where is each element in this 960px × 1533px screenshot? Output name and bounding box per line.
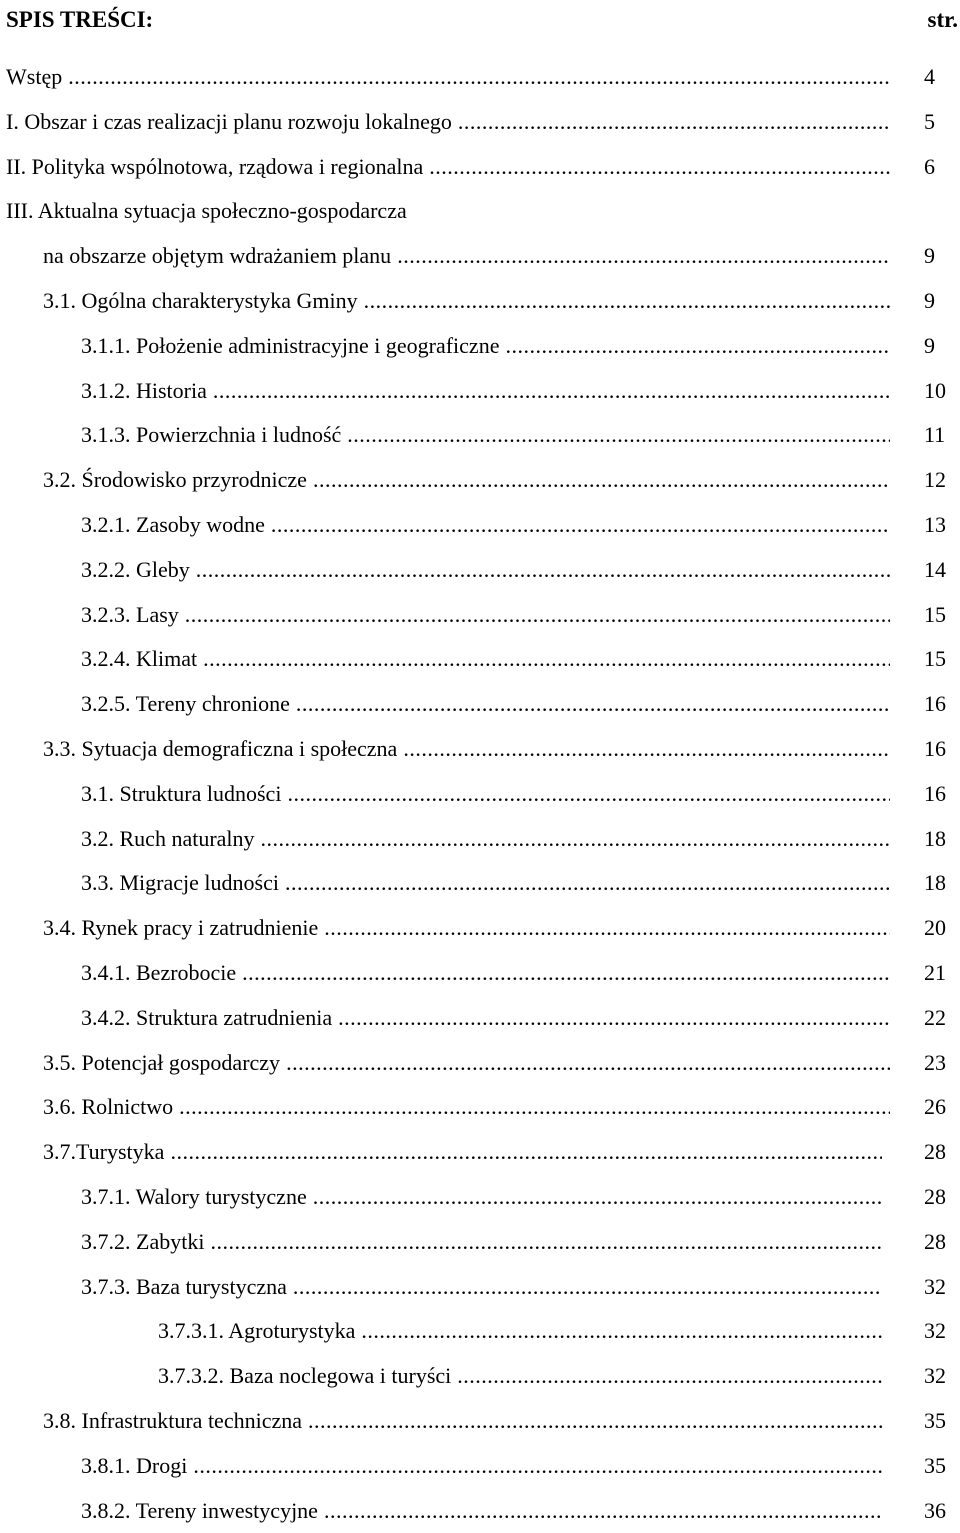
toc-entry-label: 3.5. Potencjał gospodarczy bbox=[43, 1041, 286, 1086]
toc-entry[interactable] bbox=[0, 145, 960, 190]
dot-leader bbox=[505, 324, 890, 369]
toc-entry-leader bbox=[81, 996, 890, 1041]
toc-entry-page-number: 35 bbox=[924, 1399, 960, 1444]
toc-entry[interactable] bbox=[0, 1265, 960, 1310]
toc-entry-leader bbox=[43, 727, 890, 772]
toc-entry-page-number: 28 bbox=[924, 1130, 960, 1175]
toc-entry-page-number: 11 bbox=[924, 413, 960, 458]
toc-entry-label: 3.6. Rolnictwo bbox=[43, 1085, 179, 1130]
toc-entry-page-number: 22 bbox=[924, 996, 960, 1041]
toc-entry[interactable] bbox=[0, 1444, 960, 1489]
toc-entry-page-number: 10 bbox=[924, 369, 960, 414]
dot-leader bbox=[286, 1041, 890, 1086]
toc-entry-page-number: 16 bbox=[924, 772, 960, 817]
toc-entry[interactable] bbox=[0, 637, 960, 682]
toc-entry-leader bbox=[81, 1489, 882, 1533]
toc-entry-page-number: 23 bbox=[924, 1041, 960, 1086]
toc-entry-page-number: 12 bbox=[924, 458, 960, 503]
toc-entry-label: 3.2.3. Lasy bbox=[81, 593, 185, 638]
toc-entry-page-number: 18 bbox=[924, 817, 960, 862]
toc-entry-leader bbox=[81, 861, 890, 906]
toc-entry-page-number: 4 bbox=[924, 55, 960, 100]
toc-entry-leader bbox=[81, 817, 890, 862]
toc-entry-label: II. Polityka wspólnotowa, rządowa i regionalna bbox=[6, 145, 429, 190]
toc-entry-label: Wstęp bbox=[6, 55, 68, 100]
toc-entry-label: 3.4. Rynek pracy i zatrudnienie bbox=[43, 906, 324, 951]
toc-entry-leader bbox=[81, 1220, 882, 1265]
toc-entry-label: 3.7.1. Walory turystyczne bbox=[81, 1175, 313, 1220]
toc-entry-leader bbox=[6, 55, 890, 100]
toc-entry-label: 3.7.3.2. Baza noclegowa i turyści bbox=[158, 1354, 457, 1399]
dot-leader bbox=[313, 1175, 882, 1220]
toc-entry-label: 3.8. Infrastruktura techniczna bbox=[43, 1399, 308, 1444]
toc-entry-page-number: 32 bbox=[924, 1309, 960, 1354]
toc-entry-leader bbox=[43, 906, 890, 951]
dot-leader bbox=[324, 1489, 882, 1533]
dot-leader bbox=[403, 727, 890, 772]
toc-entry-label: 3.2.5. Tereny chronione bbox=[81, 682, 296, 727]
toc-entry[interactable] bbox=[0, 100, 960, 145]
dot-leader bbox=[429, 145, 890, 190]
toc-entry-label: 3.8.1. Drogi bbox=[81, 1444, 193, 1489]
dot-leader bbox=[193, 1444, 882, 1489]
toc-entry-label: 3.4.2. Struktura zatrudnienia bbox=[81, 996, 338, 1041]
toc-entry-page-number: 9 bbox=[924, 279, 960, 324]
toc-entry[interactable] bbox=[0, 682, 960, 727]
toc-entry-label: 3.2. Ruch naturalny bbox=[81, 817, 261, 862]
toc-entry-leader bbox=[43, 1041, 890, 1086]
toc-entry-page-number: 21 bbox=[924, 951, 960, 996]
dot-leader bbox=[324, 906, 890, 951]
toc-entry[interactable] bbox=[0, 1354, 960, 1399]
toc-entry-page-number: 16 bbox=[924, 727, 960, 772]
toc-entry-leader bbox=[6, 189, 890, 234]
dot-leader bbox=[457, 1354, 882, 1399]
dot-leader bbox=[170, 1130, 882, 1175]
dot-leader bbox=[397, 234, 890, 279]
toc-entry-leader bbox=[158, 1354, 882, 1399]
toc-entry[interactable] bbox=[0, 861, 960, 906]
toc-entry-page-number: 15 bbox=[924, 593, 960, 638]
toc-entry[interactable] bbox=[0, 951, 960, 996]
toc-entry-label: 3.4.1. Bezrobocie bbox=[81, 951, 242, 996]
toc-entry-label: 3.3. Migracje ludności bbox=[81, 861, 285, 906]
toc-entry-leader bbox=[81, 413, 890, 458]
toc-entry[interactable] bbox=[0, 369, 960, 414]
toc-entry-page-number: 13 bbox=[924, 503, 960, 548]
toc-entry[interactable] bbox=[0, 1130, 960, 1175]
toc-entry-leader bbox=[81, 1175, 882, 1220]
toc-entry-leader bbox=[43, 1399, 882, 1444]
toc-entry[interactable] bbox=[0, 189, 960, 234]
toc-entry-page-number: 32 bbox=[924, 1354, 960, 1399]
toc-entry[interactable] bbox=[0, 1041, 960, 1086]
toc-entry-leader bbox=[43, 1130, 882, 1175]
dot-leader bbox=[185, 593, 890, 638]
toc-entry-leader bbox=[43, 234, 890, 279]
toc-entry[interactable] bbox=[0, 324, 960, 369]
toc-entry-page-number: 28 bbox=[924, 1175, 960, 1220]
toc-entry-leader bbox=[81, 503, 890, 548]
toc-entry[interactable] bbox=[0, 503, 960, 548]
toc-entry-page-number: 14 bbox=[924, 548, 960, 593]
toc-entry-label: 3.1.3. Powierzchnia i ludność bbox=[81, 413, 347, 458]
dot-leader bbox=[287, 772, 890, 817]
toc-entry[interactable] bbox=[0, 772, 960, 817]
toc-entry-page-number: 6 bbox=[924, 145, 960, 190]
toc-entry-page-number: 9 bbox=[924, 234, 960, 279]
toc-entry[interactable] bbox=[0, 817, 960, 862]
toc-entry-page-number: 18 bbox=[924, 861, 960, 906]
toc-entry[interactable] bbox=[0, 458, 960, 503]
dot-leader bbox=[210, 1220, 882, 1265]
toc-entry-leader bbox=[81, 682, 890, 727]
toc-entry-label: 3.2.1. Zasoby wodne bbox=[81, 503, 271, 548]
toc-entry[interactable] bbox=[0, 593, 960, 638]
toc-entry-label: 3.7.2. Zabytki bbox=[81, 1220, 210, 1265]
dot-leader bbox=[213, 369, 890, 414]
toc-entry[interactable] bbox=[0, 1085, 960, 1130]
toc-entry-label: 3.1.1. Położenie administracyjne i geograficzne bbox=[81, 324, 505, 369]
toc-entry-leader bbox=[81, 1444, 882, 1489]
toc-entry-page-number: 15 bbox=[924, 637, 960, 682]
toc-entry-leader bbox=[6, 100, 890, 145]
dot-leader bbox=[347, 413, 890, 458]
toc-entry[interactable] bbox=[0, 996, 960, 1041]
dot-leader bbox=[313, 458, 890, 503]
page-column-label: str. bbox=[928, 2, 958, 38]
toc-entry[interactable] bbox=[0, 279, 960, 324]
dot-leader bbox=[285, 861, 890, 906]
toc-entry-label: 3.1. Struktura ludności bbox=[81, 772, 287, 817]
dot-leader bbox=[271, 503, 890, 548]
toc-entry-label: I. Obszar i czas realizacji planu rozwoju lokalnego bbox=[6, 100, 458, 145]
toc-entry-leader bbox=[43, 458, 890, 503]
dot-leader bbox=[308, 1399, 882, 1444]
dot-leader bbox=[203, 637, 890, 682]
toc-header bbox=[6, 2, 958, 38]
toc-entry-label: 3.7.3.1. Agroturystyka bbox=[158, 1309, 361, 1354]
dot-leader bbox=[179, 1085, 890, 1130]
toc-title: SPIS TREŚCI: bbox=[6, 2, 153, 38]
toc-entry-page-number: 28 bbox=[924, 1220, 960, 1265]
toc-entry-label: na obszarze objętym wdrażaniem planu bbox=[43, 234, 397, 279]
toc-entry-page-number: 36 bbox=[924, 1489, 960, 1533]
toc-entry-leader bbox=[81, 1265, 882, 1310]
toc-entry-label: 3.1.2. Historia bbox=[81, 369, 213, 414]
toc-entry[interactable] bbox=[0, 1175, 960, 1220]
dot-leader bbox=[296, 682, 890, 727]
dot-leader bbox=[196, 548, 890, 593]
toc-entry-page-number: 9 bbox=[924, 324, 960, 369]
toc-entry-page-number: 26 bbox=[924, 1085, 960, 1130]
toc-entry[interactable] bbox=[0, 55, 960, 100]
toc-entry[interactable] bbox=[0, 1489, 960, 1533]
toc-entry-page-number: 16 bbox=[924, 682, 960, 727]
toc-entry-page-number: 32 bbox=[924, 1265, 960, 1310]
dot-leader bbox=[361, 1309, 882, 1354]
dot-leader bbox=[458, 100, 890, 145]
dot-leader bbox=[68, 55, 890, 100]
dot-leader bbox=[293, 1265, 882, 1310]
toc-entry-label: 3.8.2. Tereny inwestycyjne bbox=[81, 1489, 324, 1533]
toc-entry-page-number: 35 bbox=[924, 1444, 960, 1489]
toc-entry[interactable] bbox=[0, 1220, 960, 1265]
toc-entry[interactable] bbox=[0, 548, 960, 593]
dot-leader bbox=[242, 951, 890, 996]
toc-list bbox=[0, 55, 960, 1533]
toc-entry[interactable] bbox=[0, 1399, 960, 1444]
toc-entry-label: 3.7.Turystyka bbox=[43, 1130, 170, 1175]
toc-entry-label: III. Aktualna sytuacja społeczno-gospodarcza bbox=[6, 189, 413, 234]
toc-entry-label: 3.7.3. Baza turystyczna bbox=[81, 1265, 293, 1310]
toc-entry-page-number: 5 bbox=[924, 100, 960, 145]
dot-leader bbox=[338, 996, 890, 1041]
toc-entry-leader bbox=[158, 1309, 882, 1354]
dot-leader bbox=[364, 279, 890, 324]
toc-entry-leader bbox=[81, 637, 890, 682]
toc-entry[interactable] bbox=[0, 727, 960, 772]
toc-entry-label: 3.3. Sytuacja demograficzna i społeczna bbox=[43, 727, 403, 772]
toc-entry-label: 3.2. Środowisko przyrodnicze bbox=[43, 458, 313, 503]
toc-entry[interactable] bbox=[0, 413, 960, 458]
dot-leader bbox=[261, 817, 890, 862]
toc-entry[interactable] bbox=[0, 906, 960, 951]
toc-entry[interactable] bbox=[0, 1309, 960, 1354]
toc-entry-leader bbox=[43, 1085, 890, 1130]
toc-entry-leader bbox=[81, 593, 890, 638]
toc-entry-leader bbox=[81, 772, 890, 817]
toc-entry-leader bbox=[81, 548, 890, 593]
toc-entry-leader bbox=[6, 145, 890, 190]
toc-entry-label: 3.2.2. Gleby bbox=[81, 548, 196, 593]
toc-entry-page-number: 20 bbox=[924, 906, 960, 951]
toc-entry-leader bbox=[81, 951, 890, 996]
toc-entry-leader bbox=[81, 369, 890, 414]
toc-entry-label: 3.2.4. Klimat bbox=[81, 637, 203, 682]
toc-entry-leader bbox=[81, 324, 890, 369]
toc-entry-label: 3.1. Ogólna charakterystyka Gminy bbox=[43, 279, 364, 324]
toc-entry-leader bbox=[43, 279, 890, 324]
toc-entry[interactable] bbox=[0, 234, 960, 279]
